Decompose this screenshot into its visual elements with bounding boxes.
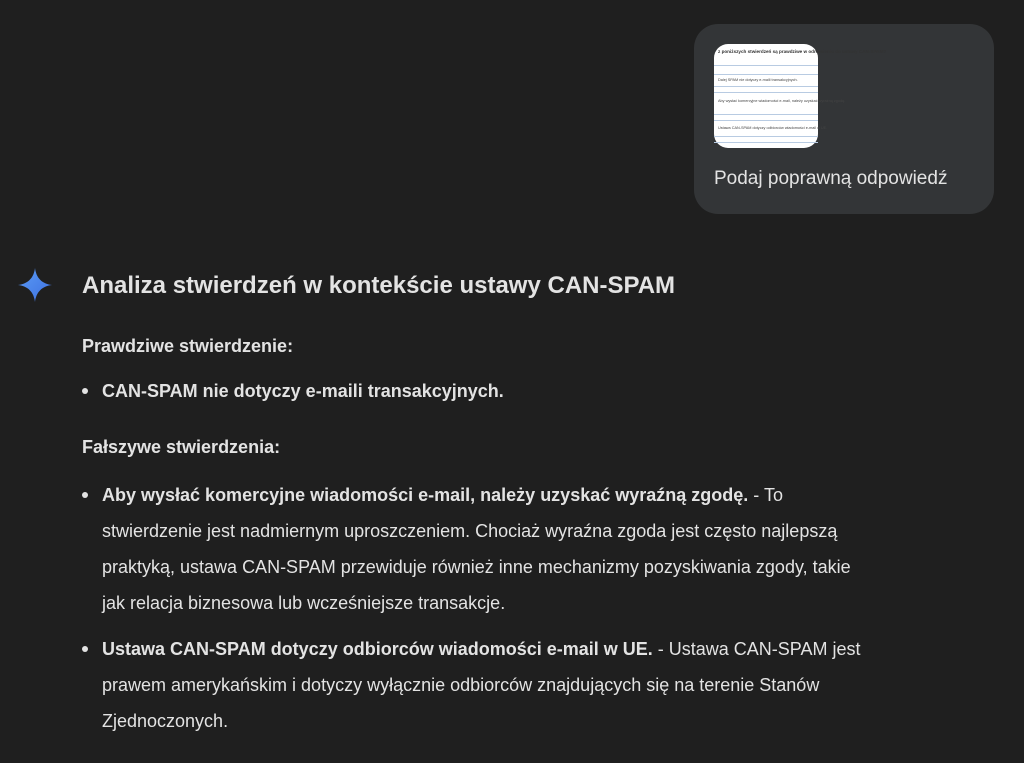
false-statement-2-line-3: Zjednoczonych. bbox=[102, 711, 229, 731]
bullet-dot bbox=[82, 388, 88, 394]
user-message-bubble bbox=[694, 24, 994, 214]
bullet-dot bbox=[82, 646, 88, 652]
false-statement-1-line-2: stwierdzenie jest nadmiernym uproszczeniem. Chociaż wyraźna zgoda jest często najlepszą bbox=[102, 521, 838, 541]
user-message-text: Podaj poprawną odpowiedź bbox=[714, 168, 948, 189]
false-statement-1-line-3: praktyką, ustawa CAN-SPAM przewiduje również inne mechanizmy pozyskiwania zgody, takie bbox=[102, 557, 851, 577]
thumbnail-divider bbox=[714, 142, 818, 143]
false-statement-2-rest: - Ustawa CAN-SPAM jest bbox=[652, 639, 861, 659]
thumbnail-title: z poniższych stwierdzeń są prawdziwe w odniesieniu do ustawy CAN-SPAM? bbox=[714, 44, 818, 66]
bullet-dot bbox=[82, 492, 88, 498]
false-statement-2-bold: Ustawa CAN-SPAM dotyczy odbiorców wiadomości e-mail w UE. bbox=[102, 639, 653, 659]
thumbnail-row: Aby wysłać komercyjne wiadomości e-mail, należy uzyskać wyraźną zgodę. bbox=[718, 99, 846, 103]
response-heading: Analiza stwierdzeń w kontekście ustawy CAN-SPAM bbox=[82, 272, 676, 299]
thumbnail-divider bbox=[714, 136, 818, 137]
thumbnail-divider bbox=[714, 114, 818, 115]
thumbnail-row: Ustawa CAN-SPAM dotyczy odbiorców wiadomości e-mail w UE. bbox=[718, 126, 828, 130]
true-statement-text: CAN-SPAM nie dotyczy e-maili transakcyjnych. bbox=[102, 381, 504, 401]
false-statement-2-line-1 bbox=[102, 638, 860, 660]
thumbnail-divider bbox=[714, 120, 818, 121]
false-statement-1-rest: - To bbox=[748, 485, 783, 505]
false-statement-2-line-2: prawem amerykańskim i dotyczy wyłącznie odbiorców znajdujących się na terenie Stanów bbox=[102, 675, 820, 695]
thumbnail-divider bbox=[714, 74, 818, 75]
attachment-thumbnail[interactable] bbox=[714, 44, 887, 148]
thumbnail-divider bbox=[714, 86, 818, 87]
false-statement-1-bold: Aby wysłać komercyjne wiadomości e-mail, należy uzyskać wyraźną zgodę. bbox=[102, 485, 749, 505]
false-statement-1-line-4: jak relacja biznesowa lub wcześniejsze transakcje. bbox=[102, 593, 506, 613]
gemini-spark-icon bbox=[16, 266, 54, 304]
false-section-title: Fałszywe stwierdzenia: bbox=[82, 437, 281, 457]
true-statement bbox=[102, 380, 504, 402]
thumbnail-row: Dalej SPAM nie dotyczy e-maili transakcyjnych. bbox=[718, 78, 798, 82]
false-statement-1-line-1 bbox=[102, 484, 783, 506]
true-section-title: Prawdziwe stwierdzenie: bbox=[82, 336, 294, 356]
thumbnail-divider bbox=[714, 92, 818, 93]
